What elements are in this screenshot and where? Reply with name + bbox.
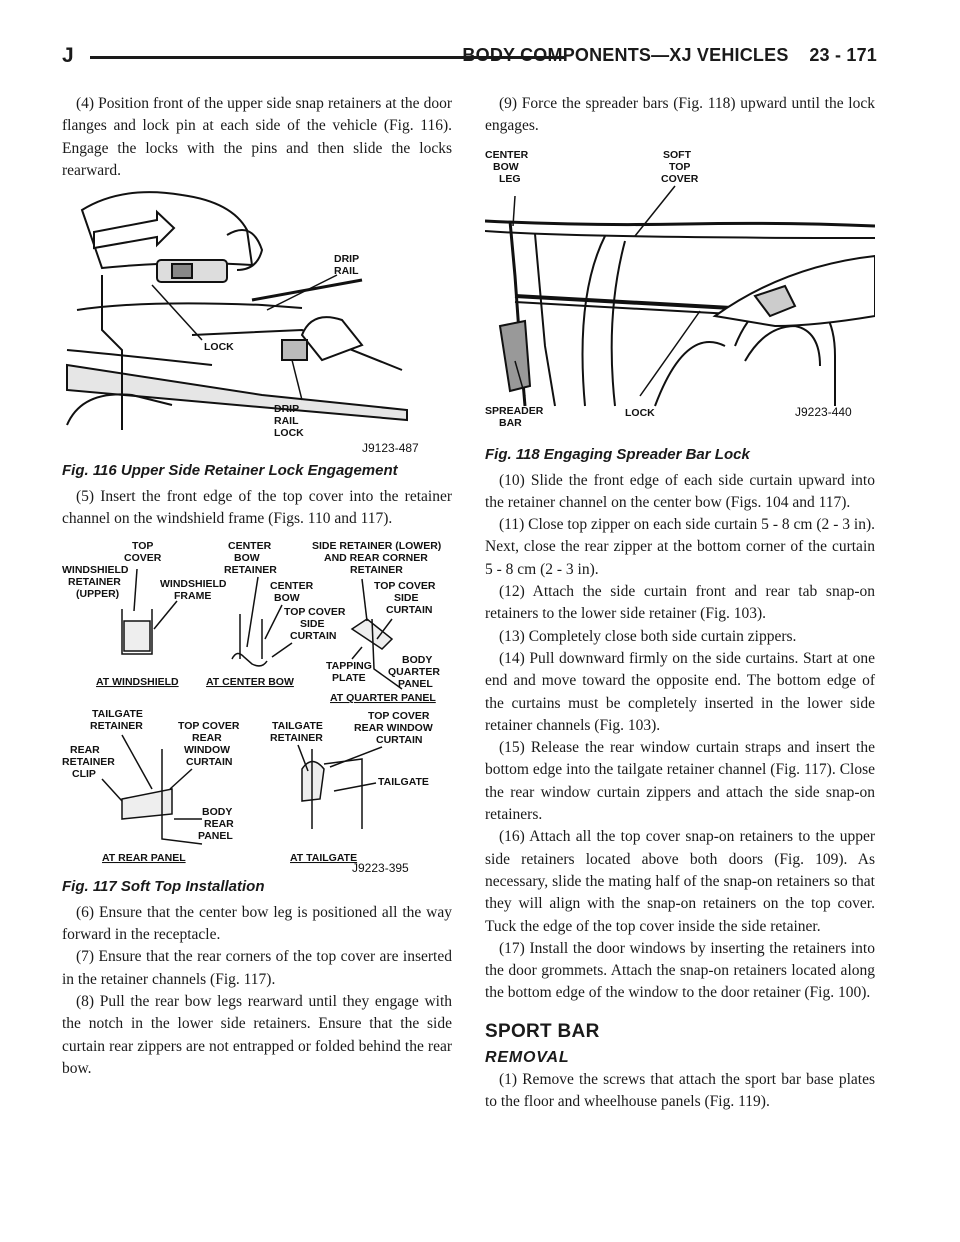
- label-center-bow-1: CENTER: [270, 579, 314, 592]
- step-17: (17) Install the door windows by inserting the retainers into the door grommets. Attach the snap-on retainers located along the bottom edge of the window to the door retainer (Fig. 100).: [485, 939, 875, 1002]
- label-side-retainer-3: RETAINER: [350, 563, 403, 576]
- label-top-cover-rear-a-1: TOP COVER: [178, 719, 240, 732]
- label-soft-top-cover-1: SOFT: [663, 148, 691, 161]
- header-title: BODY COMPONENTS—XJ VEHICLES 23 - 171: [462, 45, 877, 65]
- label-rear-retainer-clip-1: REAR: [70, 743, 100, 756]
- figure-118: [485, 146, 875, 463]
- figure-117: [62, 539, 452, 895]
- step-16: (16) Attach all the top cover snap-on retainers to the upper side retainers located above both doors (Fig. 109). As necessary, slide the mating half of the snap-on retainers so that they will align with the snap-on retainers on the top cover. Tuck the edge of the top cover inside the side retainer.: [485, 828, 875, 935]
- label-rear-retainer-clip-2: RETAINER: [62, 755, 115, 768]
- label-center-bow-leg-2: BOW: [493, 160, 519, 173]
- label-windshield-retainer-1: WINDSHIELD: [62, 563, 129, 576]
- label-at-windshield: AT WINDSHIELD: [96, 675, 179, 688]
- step-8: (8) Pull the rear bow legs rearward until they engage with the notch in the lower side retainers. Ensure that the side curtain rear zippers are not entrapped or folded behind the rear bow.: [62, 992, 452, 1077]
- step-6: (6) Ensure that the center bow leg is positioned all the way forward in the receptacle.: [62, 903, 452, 944]
- label-side-retainer-1: SIDE RETAINER (LOWER): [312, 539, 442, 552]
- label-windshield-frame-2: FRAME: [174, 589, 212, 602]
- label-top-cover-side-curtain-a-2: SIDE: [300, 617, 325, 630]
- label-body-quarter-panel-1: BODY: [402, 653, 433, 666]
- label-at-tailgate: AT TAILGATE: [290, 851, 358, 864]
- label-tapping-plate-2: PLATE: [332, 671, 366, 684]
- label-tapping-plate-1: TAPPING: [326, 659, 372, 672]
- label-body-rear-panel-2: REAR: [204, 817, 234, 830]
- figure-116-illustration: [62, 190, 452, 458]
- label-drip-rail-2: RAIL: [334, 265, 359, 278]
- label-top-cover-rear-a-4: CURTAIN: [186, 755, 233, 768]
- label-lock: LOCK: [204, 341, 234, 354]
- label-windshield-retainer-2: RETAINER: [68, 575, 121, 588]
- label-tailgate-retainer-a-1: TAILGATE: [92, 707, 143, 720]
- figure-116: [62, 190, 452, 479]
- step-7: (7) Ensure that the rear corners of the top cover are inserted in the retainer channels (Fig. 117).: [62, 948, 452, 988]
- left-column: [62, 93, 452, 1080]
- step-11: (11) Close top zipper on each side curtain 5 - 8 cm (2 - 3 in). Next, close the rear zipper at the bottom corner of the curtain 5 - 8 cm (2 - 3 in).: [485, 516, 875, 578]
- label-top-cover-rear-b-2: REAR WINDOW: [354, 721, 433, 734]
- figure-118-illustration: [485, 146, 875, 442]
- section-mark: J: [62, 44, 74, 67]
- label-body-quarter-panel-2: QUARTER: [388, 665, 440, 678]
- step-5: (5) Insert the front edge of the top cover into the retainer channel on the windshield frame (Figs. 110 and 117).: [62, 488, 452, 528]
- label-center-bow-leg-3: LEG: [499, 172, 521, 185]
- label-side-retainer-2: AND REAR CORNER: [324, 551, 428, 564]
- label-spreader-bar-1: SPREADER: [485, 404, 544, 417]
- label-spreader-bar-2: BAR: [499, 416, 522, 429]
- label-top-cover-2: COVER: [124, 551, 162, 564]
- label-top-cover-rear-b-3: CURTAIN: [376, 733, 423, 746]
- label-top-cover-side-curtain-a-3: CURTAIN: [290, 629, 337, 642]
- label-lock: LOCK: [625, 406, 655, 419]
- step-14: (14) Pull downward firmly on the side curtains. Start at one end and move toward the opposite end. The bottom edge of the curtains must be completely inserted in the lower side retainer channels (Fig. 103).: [485, 649, 875, 734]
- removal-step-1: (1) Remove the screws that attach the sport bar base plates to the floor and wheelhouse panels (Fig. 119).: [485, 1070, 875, 1111]
- figure-118-code: J9223-440: [795, 404, 852, 419]
- label-top-cover-side-curtain-b-1: TOP COVER: [374, 579, 436, 592]
- label-rear-retainer-clip-3: CLIP: [72, 767, 96, 780]
- label-top-cover-rear-a-2: REAR: [192, 731, 222, 744]
- label-drip-rail-lock-2: RAIL: [274, 415, 299, 428]
- label-windshield-frame-1: WINDSHIELD: [160, 577, 227, 590]
- label-drip-rail-lock-3: LOCK: [274, 427, 304, 440]
- label-body-rear-panel-1: BODY: [202, 805, 233, 818]
- step-15: (15) Release the rear window curtain straps and insert the bottom edge into the tailgate retainer channel (Fig. 117). Close the rear window curtain zippers and attach the side snap-on retainers.: [485, 739, 875, 824]
- step-10: (10) Slide the front edge of each side curtain upward into the retainer channel on the center bow (Figs. 104 and 117).: [485, 471, 875, 511]
- right-column: [485, 93, 875, 1113]
- figure-116-code: J9123-487: [362, 441, 419, 456]
- figure-118-caption: Fig. 118 Engaging Spreader Bar Lock: [485, 445, 750, 463]
- label-center-bow-2: BOW: [274, 591, 300, 604]
- label-body-quarter-panel-3: PANEL: [398, 677, 433, 690]
- label-tailgate-retainer-b-1: TAILGATE: [272, 719, 323, 732]
- step-9: (9) Force the spreader bars (Fig. 118) upward until the lock engages.: [485, 95, 875, 135]
- label-top-cover-side-curtain-a-1: TOP COVER: [284, 605, 346, 618]
- label-top-cover-rear-a-3: WINDOW: [184, 743, 231, 756]
- label-center-bow-retainer-2: BOW: [234, 551, 260, 564]
- label-soft-top-cover-2: TOP: [669, 160, 691, 173]
- figure-117-caption: Fig. 117 Soft Top Installation: [62, 877, 265, 895]
- figure-117-illustration: [62, 539, 452, 874]
- label-top-cover-side-curtain-b-2: SIDE: [394, 591, 419, 604]
- step-12: (12) Attach the side curtain front and rear tab snap-on retainers to the lower side retainer (Fig. 103).: [485, 583, 875, 623]
- heading-sport-bar: SPORT BAR: [485, 1020, 600, 1042]
- label-at-center-bow: AT CENTER BOW: [206, 675, 294, 688]
- label-top-cover-rear-b-1: TOP COVER: [368, 709, 430, 722]
- figure-117-labels: [62, 540, 441, 864]
- label-at-rear-panel: AT REAR PANEL: [102, 851, 186, 864]
- label-drip-rail-lock-1: DRIP: [274, 403, 300, 416]
- label-tailgate-retainer-a-2: RETAINER: [90, 719, 143, 732]
- label-tailgate: TAILGATE: [378, 775, 429, 788]
- label-top-cover-1: TOP: [132, 539, 154, 552]
- label-top-cover-side-curtain-b-3: CURTAIN: [386, 603, 433, 616]
- step-13: (13) Completely close both side curtain zippers.: [499, 627, 797, 645]
- label-tailgate-retainer-b-2: RETAINER: [270, 731, 323, 744]
- figure-117-code: J9223-395: [352, 860, 409, 874]
- step-4: (4) Position front of the upper side snap retainers at the door flanges and lock pin at each side of the vehicle (Fig. 116). Engage the locks with the pins and then slide the locks rearward.: [62, 95, 452, 179]
- label-at-quarter-panel: AT QUARTER PANEL: [330, 691, 436, 704]
- label-body-rear-panel-3: PANEL: [198, 829, 233, 842]
- label-center-bow-retainer-1: CENTER: [228, 539, 272, 552]
- label-center-bow-leg-1: CENTER: [485, 148, 529, 161]
- label-windshield-retainer-3: (UPPER): [76, 587, 120, 600]
- label-soft-top-cover-3: COVER: [661, 172, 699, 185]
- label-drip-rail-1: DRIP: [334, 253, 360, 266]
- figure-116-caption: Fig. 116 Upper Side Retainer Lock Engagement: [62, 462, 398, 480]
- heading-removal: REMOVAL: [485, 1048, 570, 1066]
- page-header: [62, 44, 877, 72]
- label-center-bow-retainer-3: RETAINER: [224, 563, 277, 576]
